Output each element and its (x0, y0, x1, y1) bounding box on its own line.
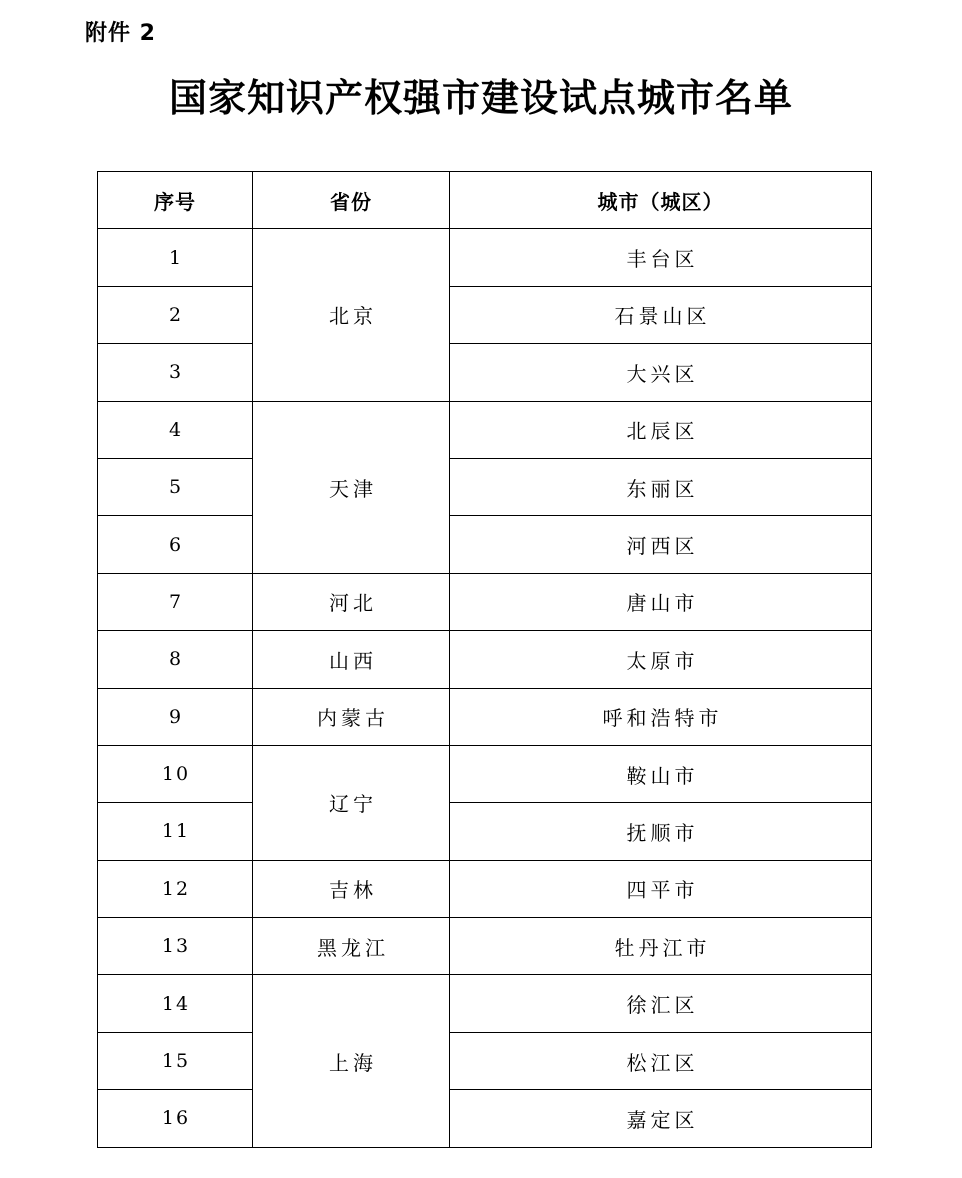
city-table (97, 171, 872, 1148)
table-row (98, 803, 872, 860)
city-cell: 四平市 (450, 860, 872, 917)
table-row (98, 401, 872, 458)
table-row (98, 573, 872, 630)
row-number-cell: 14 (98, 975, 253, 1032)
city-cell: 徐汇区 (450, 975, 872, 1032)
attachment-label: 附件 2 (85, 21, 156, 46)
city-cell: 大兴区 (450, 344, 872, 401)
province-cell: 天津 (253, 401, 450, 573)
row-number-cell: 9 (98, 688, 253, 745)
province-cell: 黑龙江 (253, 918, 450, 975)
province-cell: 上海 (253, 975, 450, 1147)
header-cell-number: 序号 (98, 172, 253, 229)
city-cell: 牡丹江市 (450, 918, 872, 975)
row-number-cell: 6 (98, 516, 253, 573)
row-number-cell: 15 (98, 1032, 253, 1089)
province-cell: 辽宁 (253, 745, 450, 860)
city-cell: 石景山区 (450, 286, 872, 343)
row-number-cell: 16 (98, 1090, 253, 1147)
province-cell: 内蒙古 (253, 688, 450, 745)
city-cell: 唐山市 (450, 573, 872, 630)
table-row (98, 458, 872, 515)
table-row (98, 1090, 872, 1147)
row-number-cell: 13 (98, 918, 253, 975)
table-row (98, 975, 872, 1032)
table-row (98, 745, 872, 802)
table-row (98, 631, 872, 688)
city-cell: 呼和浩特市 (450, 688, 872, 745)
row-number-cell: 8 (98, 631, 253, 688)
table-row (98, 286, 872, 343)
province-cell: 吉林 (253, 860, 450, 917)
row-number-cell: 1 (98, 229, 253, 286)
row-number-cell: 10 (98, 745, 253, 802)
header-cell-province: 省份 (253, 172, 450, 229)
city-cell: 河西区 (450, 516, 872, 573)
province-cell: 河北 (253, 573, 450, 630)
table-row (98, 860, 872, 917)
table-row (98, 1032, 872, 1089)
province-cell: 山西 (253, 631, 450, 688)
city-cell: 嘉定区 (450, 1090, 872, 1147)
province-cell: 北京 (253, 229, 450, 401)
row-number-cell: 5 (98, 458, 253, 515)
city-cell: 抚顺市 (450, 803, 872, 860)
table-body (98, 229, 872, 1147)
city-cell: 鞍山市 (450, 745, 872, 802)
city-cell: 东丽区 (450, 458, 872, 515)
row-number-cell: 4 (98, 401, 253, 458)
row-number-cell: 3 (98, 344, 253, 401)
table-row (98, 229, 872, 286)
row-number-cell: 11 (98, 803, 253, 860)
row-number-cell: 2 (98, 286, 253, 343)
page-title: 国家知识产权强市建设试点城市名单 (168, 75, 793, 120)
table-row (98, 918, 872, 975)
row-number-cell: 12 (98, 860, 253, 917)
city-cell: 太原市 (450, 631, 872, 688)
city-cell: 丰台区 (450, 229, 872, 286)
header-cell-city: 城市（城区） (450, 172, 872, 229)
city-cell: 北辰区 (450, 401, 872, 458)
city-cell: 松江区 (450, 1032, 872, 1089)
table-row (98, 344, 872, 401)
table-row (98, 516, 872, 573)
table-row (98, 688, 872, 745)
row-number-cell: 7 (98, 573, 253, 630)
table-header-row (98, 172, 872, 229)
